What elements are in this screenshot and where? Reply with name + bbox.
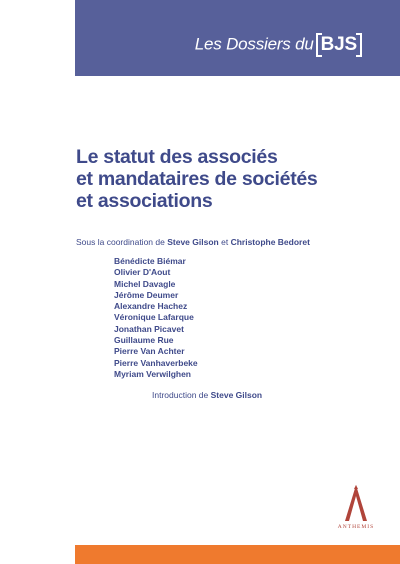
author-name: Jonathan Picavet <box>114 323 184 334</box>
title-line-1: Le statut des associés <box>76 146 278 168</box>
author-name: Véronique Lafarque <box>114 312 194 323</box>
book-title <box>76 146 376 212</box>
author-name: Michel Davagle <box>114 278 176 289</box>
author-name: Pierre Van Achter <box>114 346 185 357</box>
author-name: Pierre Vanhaverbeke <box>114 357 198 368</box>
coordination-joiner: et <box>221 237 229 247</box>
coordinator-name-2: Christophe Bedoret <box>230 237 310 247</box>
series-banner <box>75 0 400 76</box>
author-name: Bénédicte Biémar <box>114 256 186 266</box>
publisher-name: ANTHEMIS <box>337 524 375 530</box>
introduction-line <box>152 390 262 400</box>
publisher-logo <box>326 484 386 530</box>
series-prefix: Les Dossiers du <box>194 34 314 54</box>
author-name: Alexandre Hachez <box>114 301 188 312</box>
author-name: Guillaume Rue <box>114 335 174 346</box>
anthemis-a-icon <box>343 484 369 522</box>
author-name: Olivier D'Aout <box>114 267 171 278</box>
author-list <box>114 256 198 380</box>
title-line-2: et mandataires de sociétés <box>76 168 318 190</box>
coordination-line <box>76 237 310 247</box>
author-name: Jérôme Deumer <box>114 289 179 300</box>
title-line-3: et associations <box>76 190 213 212</box>
footer-band <box>75 545 400 564</box>
author-name: Myriam Verwilghen <box>114 368 191 379</box>
introduction-prefix: Introduction de <box>152 390 209 400</box>
coordination-prefix: Sous la coordination de <box>76 237 165 247</box>
series-title <box>195 34 360 55</box>
coordinator-name-1: Steve Gilson <box>167 237 219 247</box>
series-logo-bjs: BJS <box>318 35 360 55</box>
introduction-author: Steve Gilson <box>210 390 263 400</box>
